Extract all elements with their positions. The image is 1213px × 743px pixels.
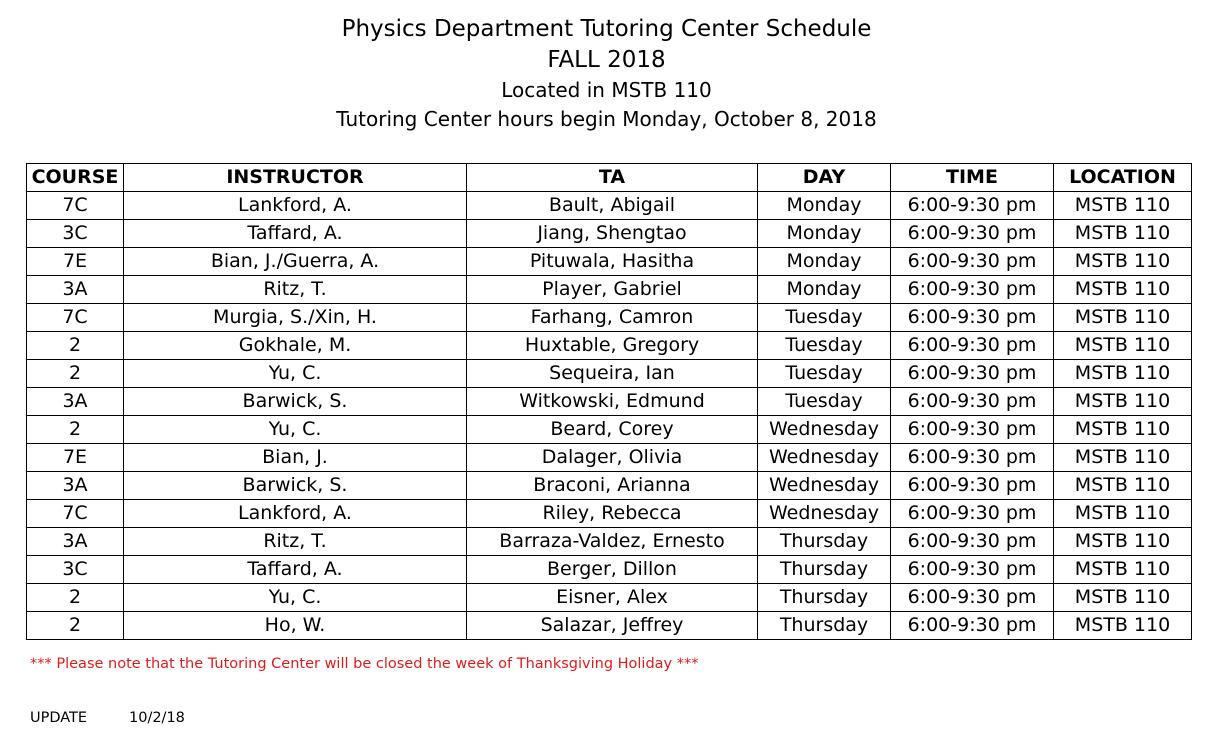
instructor-cell: Bian, J. — [124, 444, 467, 472]
time-cell: 6:00-9:30 pm — [891, 584, 1054, 612]
instructor-cell: Yu, C. — [124, 584, 467, 612]
ta-cell: Braconi, Arianna — [467, 472, 758, 500]
time-cell: 6:00-9:30 pm — [891, 304, 1054, 332]
instructor-cell: Lankford, A. — [124, 500, 467, 528]
time-cell: 6:00-9:30 pm — [891, 556, 1054, 584]
column-header-ta: TA — [467, 164, 758, 192]
time-cell: 6:00-9:30 pm — [891, 444, 1054, 472]
location-cell: MSTB 110 — [1054, 556, 1192, 584]
instructor-cell: Taffard, A. — [124, 556, 467, 584]
table-row — [27, 360, 1192, 388]
table-row — [27, 388, 1192, 416]
ta-cell: Farhang, Camron — [467, 304, 758, 332]
location-cell: MSTB 110 — [1054, 612, 1192, 640]
course-cell: 7C — [27, 500, 124, 528]
update-date: 10/2/18 — [129, 710, 185, 726]
course-cell: 3A — [27, 472, 124, 500]
course-cell: 3C — [27, 220, 124, 248]
course-cell: 2 — [27, 416, 124, 444]
table-header-row — [27, 164, 1192, 192]
ta-cell: Player, Gabriel — [467, 276, 758, 304]
course-cell: 3C — [27, 556, 124, 584]
table-row — [27, 500, 1192, 528]
schedule-body — [27, 192, 1192, 640]
location-cell: MSTB 110 — [1054, 192, 1192, 220]
day-cell: Tuesday — [758, 304, 891, 332]
column-header-course: COURSE — [27, 164, 124, 192]
instructor-cell: Ritz, T. — [124, 528, 467, 556]
time-cell: 6:00-9:30 pm — [891, 192, 1054, 220]
start-date-line: Tutoring Center hours begin Monday, October 8, 2018 — [336, 107, 877, 131]
course-cell: 7C — [27, 304, 124, 332]
day-cell: Thursday — [758, 584, 891, 612]
location-cell: MSTB 110 — [1054, 500, 1192, 528]
day-cell: Tuesday — [758, 360, 891, 388]
location-cell: MSTB 110 — [1054, 360, 1192, 388]
ta-cell: Jiang, Shengtao — [467, 220, 758, 248]
time-cell: 6:00-9:30 pm — [891, 388, 1054, 416]
location-cell: MSTB 110 — [1054, 528, 1192, 556]
location-cell: MSTB 110 — [1054, 388, 1192, 416]
instructor-cell: Bian, J./Guerra, A. — [124, 248, 467, 276]
table-row — [27, 192, 1192, 220]
time-cell: 6:00-9:30 pm — [891, 472, 1054, 500]
location-cell: MSTB 110 — [1054, 248, 1192, 276]
table-row — [27, 220, 1192, 248]
time-cell: 6:00-9:30 pm — [891, 416, 1054, 444]
course-cell: 3A — [27, 388, 124, 416]
course-cell: 7E — [27, 248, 124, 276]
time-cell: 6:00-9:30 pm — [891, 332, 1054, 360]
time-cell: 6:00-9:30 pm — [891, 276, 1054, 304]
ta-cell: Huxtable, Gregory — [467, 332, 758, 360]
instructor-cell: Taffard, A. — [124, 220, 467, 248]
instructor-cell: Ritz, T. — [124, 276, 467, 304]
day-cell: Monday — [758, 192, 891, 220]
course-cell: 2 — [27, 612, 124, 640]
course-cell: 3A — [27, 276, 124, 304]
time-cell: 6:00-9:30 pm — [891, 612, 1054, 640]
instructor-cell: Ho, W. — [124, 612, 467, 640]
location-cell: MSTB 110 — [1054, 304, 1192, 332]
table-row — [27, 472, 1192, 500]
table-row — [27, 248, 1192, 276]
day-cell: Wednesday — [758, 416, 891, 444]
term-label: FALL 2018 — [547, 47, 666, 73]
course-cell: 2 — [27, 584, 124, 612]
ta-cell: Beard, Corey — [467, 416, 758, 444]
instructor-cell: Gokhale, M. — [124, 332, 467, 360]
ta-cell: Eisner, Alex — [467, 584, 758, 612]
column-header-time: TIME — [891, 164, 1054, 192]
column-header-day: DAY — [758, 164, 891, 192]
location-cell: MSTB 110 — [1054, 416, 1192, 444]
table-row — [27, 416, 1192, 444]
instructor-cell: Barwick, S. — [124, 388, 467, 416]
day-cell: Wednesday — [758, 472, 891, 500]
ta-cell: Berger, Dillon — [467, 556, 758, 584]
schedule-table — [26, 163, 1192, 640]
table-row — [27, 612, 1192, 640]
course-cell: 2 — [27, 332, 124, 360]
day-cell: Monday — [758, 248, 891, 276]
course-cell: 7C — [27, 192, 124, 220]
time-cell: 6:00-9:30 pm — [891, 220, 1054, 248]
instructor-cell: Yu, C. — [124, 360, 467, 388]
course-cell: 2 — [27, 360, 124, 388]
table-row — [27, 584, 1192, 612]
time-cell: 6:00-9:30 pm — [891, 500, 1054, 528]
table-row — [27, 276, 1192, 304]
day-cell: Tuesday — [758, 332, 891, 360]
instructor-cell: Yu, C. — [124, 416, 467, 444]
time-cell: 6:00-9:30 pm — [891, 248, 1054, 276]
instructor-cell: Murgia, S./Xin, H. — [124, 304, 467, 332]
day-cell: Monday — [758, 276, 891, 304]
day-cell: Tuesday — [758, 388, 891, 416]
ta-cell: Dalager, Olivia — [467, 444, 758, 472]
update-label: UPDATE — [30, 710, 88, 726]
page-title: Physics Department Tutoring Center Schedule — [341, 16, 872, 42]
column-header-location: LOCATION — [1054, 164, 1192, 192]
column-header-instructor: INSTRUCTOR — [124, 164, 467, 192]
instructor-cell: Barwick, S. — [124, 472, 467, 500]
holiday-notice: *** Please note that the Tutoring Center will be closed the week of Thanksgiving Holiday *** — [30, 656, 699, 672]
ta-cell: Salazar, Jeffrey — [467, 612, 758, 640]
day-cell: Thursday — [758, 528, 891, 556]
day-cell: Thursday — [758, 556, 891, 584]
location-cell: MSTB 110 — [1054, 220, 1192, 248]
instructor-cell: Lankford, A. — [124, 192, 467, 220]
ta-cell: Barraza-Valdez, Ernesto — [467, 528, 758, 556]
table-row — [27, 444, 1192, 472]
ta-cell: Witkowski, Edmund — [467, 388, 758, 416]
day-cell: Wednesday — [758, 444, 891, 472]
day-cell: Thursday — [758, 612, 891, 640]
time-cell: 6:00-9:30 pm — [891, 360, 1054, 388]
day-cell: Wednesday — [758, 500, 891, 528]
table-row — [27, 556, 1192, 584]
location-cell: MSTB 110 — [1054, 472, 1192, 500]
day-cell: Monday — [758, 220, 891, 248]
time-cell: 6:00-9:30 pm — [891, 528, 1054, 556]
table-row — [27, 304, 1192, 332]
location-cell: MSTB 110 — [1054, 332, 1192, 360]
location-line: Located in MSTB 110 — [501, 78, 712, 102]
location-cell: MSTB 110 — [1054, 276, 1192, 304]
ta-cell: Bault, Abigail — [467, 192, 758, 220]
location-cell: MSTB 110 — [1054, 444, 1192, 472]
ta-cell: Riley, Rebecca — [467, 500, 758, 528]
table-row — [27, 528, 1192, 556]
location-cell: MSTB 110 — [1054, 584, 1192, 612]
ta-cell: Sequeira, Ian — [467, 360, 758, 388]
table-row — [27, 332, 1192, 360]
ta-cell: Pituwala, Hasitha — [467, 248, 758, 276]
course-cell: 3A — [27, 528, 124, 556]
course-cell: 7E — [27, 444, 124, 472]
